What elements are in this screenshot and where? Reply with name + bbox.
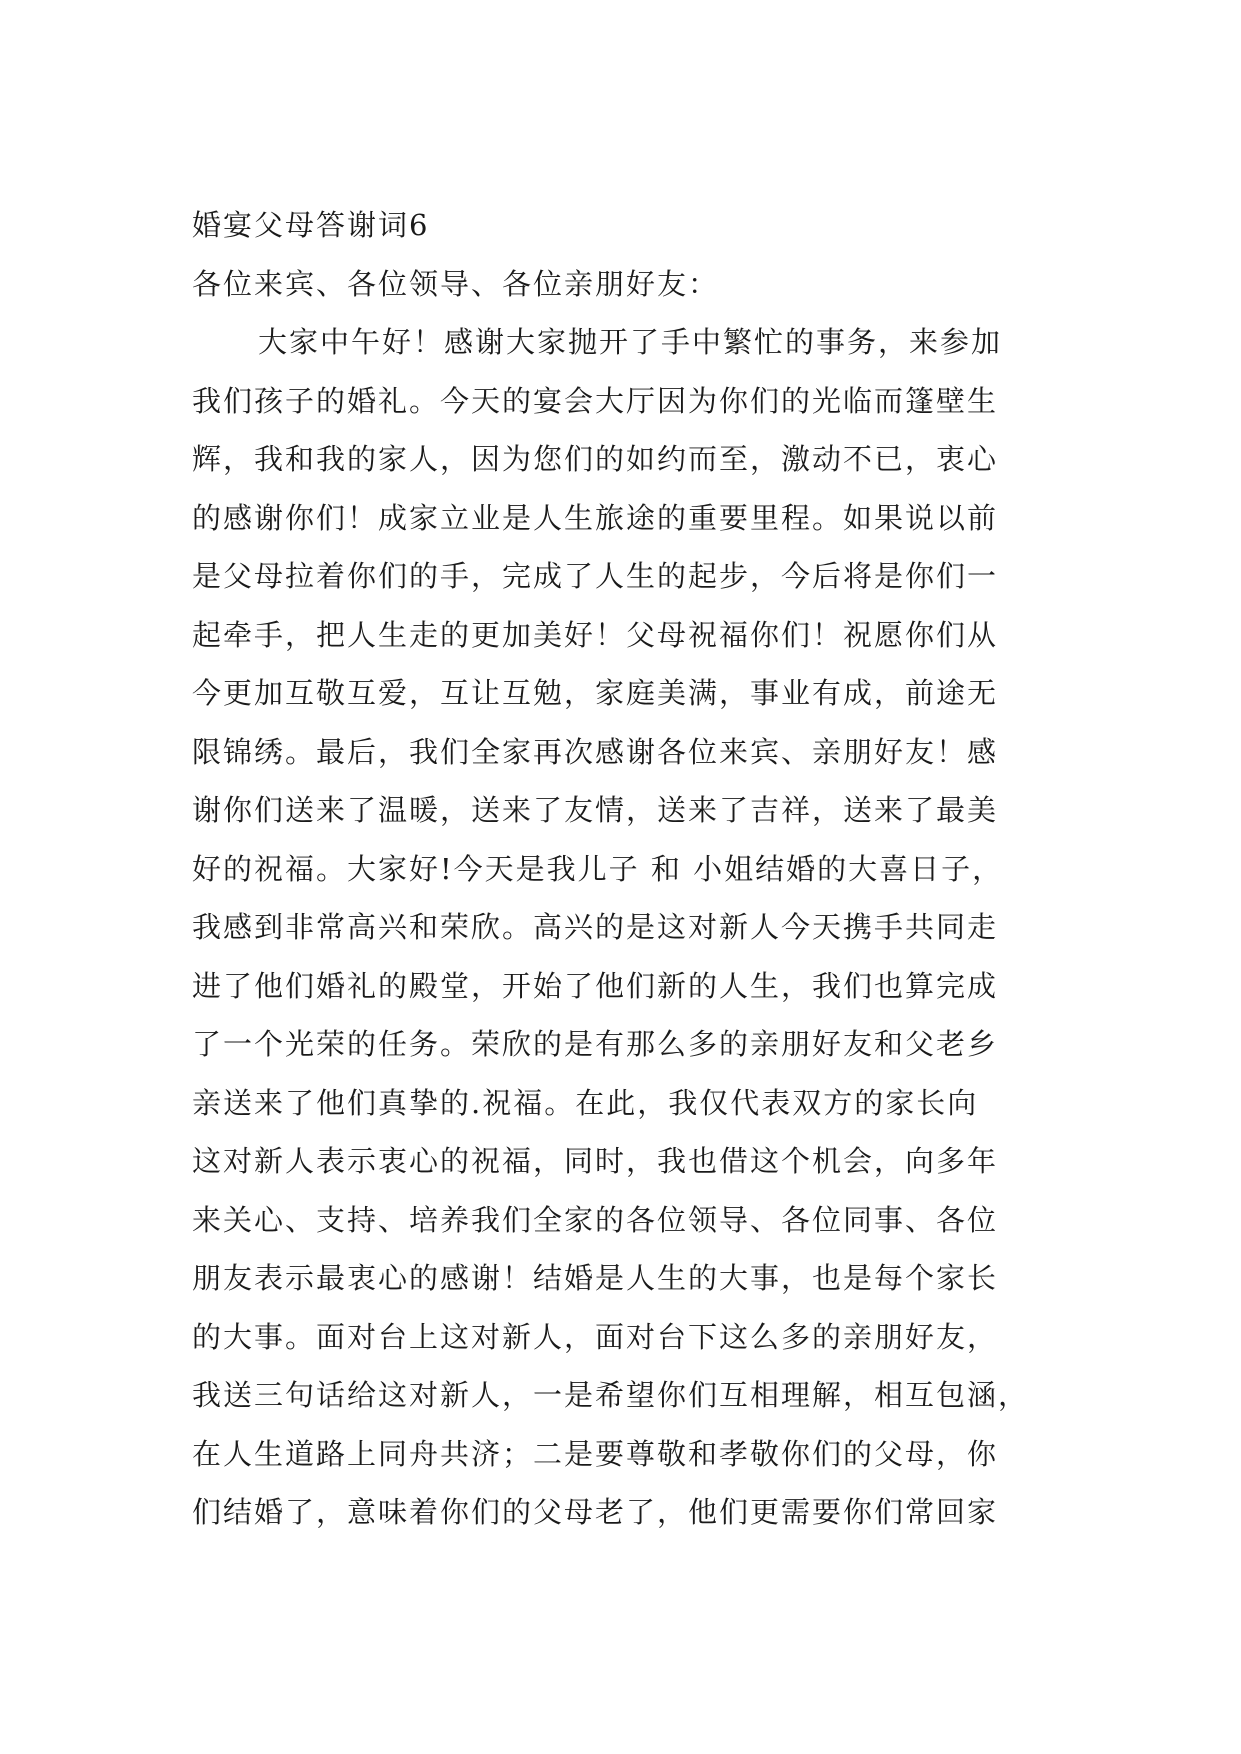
- paragraph-line: 限锦绣。最后，我们全家再次感谢各位来宾、亲朋好友！感: [192, 734, 999, 769]
- paragraph-line: 我送三句话给这对新人，一是希望你们互相理解，相互包涵，: [192, 1378, 1030, 1412]
- paragraph-line: 我们孩子的婚礼。今天的宴会大厅因为你们的光临而篷壁生: [192, 383, 999, 418]
- paragraph-line: 是父母拉着你们的手，完成了人生的起步，今后将是你们一: [192, 559, 999, 593]
- document-title: 婚宴父母答谢词6: [192, 208, 430, 242]
- paragraph-line: 这对新人表示衷心的祝福，同时，我也借这个机会，向多年: [192, 1144, 999, 1178]
- paragraph-line: 的感谢你们！成家立业是人生旅途的重要里程。如果说以前: [192, 500, 999, 535]
- paragraph-line: 亲送来了他们真挚的.祝福。在此，我仅代表双方的家长向: [192, 1085, 979, 1120]
- paragraph-line: 来关心、支持、培养我们全家的各位领导、各位同事、各位: [192, 1202, 999, 1237]
- paragraph-line: 今更加互敬互爱，互让互勉，家庭美满，事业有成，前途无: [192, 676, 999, 710]
- paragraph-line: 的大事。面对台上这对新人，面对台下这么多的亲朋好友，: [192, 1319, 999, 1354]
- paragraph-line: 起牵手，把人生走的更加美好！父母祝福你们！祝愿你们从: [192, 617, 999, 652]
- paragraph-line: 大家中午好！感谢大家抛开了手中繁忙的事务，来参加: [258, 325, 1003, 359]
- paragraph-line: 辉，我和我的家人，因为您们的如约而至，激动不已，衷心: [192, 442, 999, 476]
- paragraph-line: 进了他们婚礼的殿堂，开始了他们新的人生，我们也算完成: [192, 968, 999, 1003]
- paragraph-line: 在人生道路上同舟共济；二是要尊敬和孝敬你们的父母，你: [192, 1436, 999, 1471]
- document-body: [192, 196, 1052, 1542]
- paragraph-line: 好的祝福。大家好!今天是我儿子 和 小姐结婚的大喜日子，: [192, 851, 1004, 886]
- paragraph-line: 朋友表示最衷心的感谢！结婚是人生的大事，也是每个家长: [192, 1261, 999, 1295]
- paragraph-line: 谢你们送来了温暖，送来了友情，送来了吉祥，送来了最美: [192, 793, 999, 827]
- paragraph-line: 们结婚了，意味着你们的父母老了，他们更需要你们常回家: [192, 1495, 999, 1529]
- paragraph-line: 我感到非常高兴和荣欣。高兴的是这对新人今天携手共同走: [192, 910, 999, 944]
- salutation: 各位来宾、各位领导、各位亲朋好友：: [192, 266, 720, 301]
- paragraph-line: 了一个光荣的任务。荣欣的是有那么多的亲朋好友和父老乡: [192, 1027, 999, 1061]
